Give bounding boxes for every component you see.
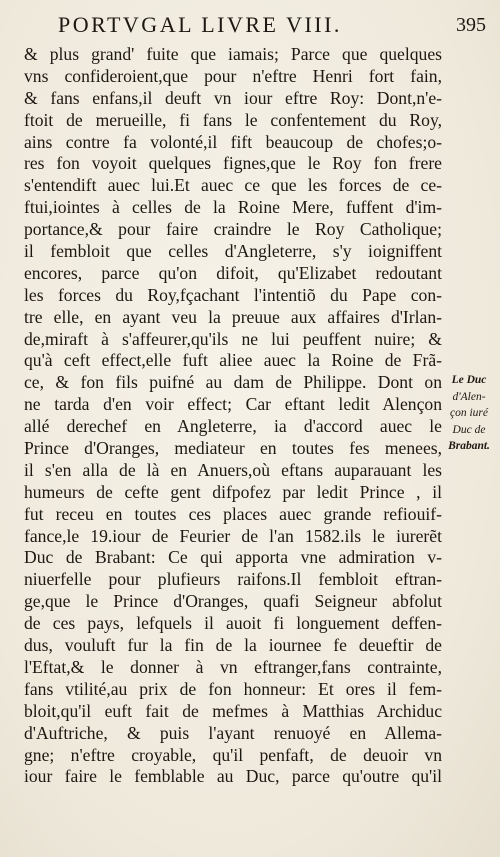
text-line: de,miraft à s'affeurer,qu'ils ne lui peuffent nuire; & xyxy=(24,328,442,349)
text-line: ge,que le Prince d'Oranges, quafi Seigneur abfolut xyxy=(24,591,442,612)
marginal-note-line: Duc de xyxy=(452,423,486,436)
text-line: qu'à ceft effect,elle fuft aliee auec la Roine de Frã- xyxy=(24,350,442,371)
text-line: Duc de Brabant: Ce qui apporta vne admiration v- xyxy=(24,547,442,568)
text-line: tre elle, en ayant veu la preuue aux affaires d'Irlan- xyxy=(24,306,442,327)
text-line: il s'en alla de là en Anuers,où eftans auparauant les xyxy=(24,459,442,480)
text-line: & fans enfans,il deuft vn iour eftre Roy: Dont,n'e- xyxy=(24,87,442,108)
page-number: 395 xyxy=(456,14,486,36)
text-line: les forces du Roy,fçachant l'intentiõ du Pape con- xyxy=(24,284,442,305)
text-line: & plus grand' fuite que iamais; Parce que quelques xyxy=(24,44,442,64)
text-line: d'Auftriche, & puis l'ayant renuoyé en Allema- xyxy=(24,722,442,743)
text-line: il fembloit que celles d'Angleterre, s'y ioigniffent xyxy=(24,241,442,262)
text-line: bloit,qu'il euft fait de mefmes à Matthias Archiduc xyxy=(24,700,442,721)
text-line: humeurs de cefte gent difpofez par ledit Prince , il xyxy=(24,481,442,502)
marginal-note-line: Le Duc xyxy=(451,374,487,386)
text-line: l'Eftat,& le donner à vn eftranger,fans contrainte, xyxy=(24,656,442,677)
text-line: niuerfelle pour plufieurs raifons.Il fembloit eftran- xyxy=(24,569,442,590)
text-line: ftoit de merueille, fi fans le confentement du Roy, xyxy=(24,109,442,130)
text-line: allé derechef en Angleterre, ia d'accord auec le xyxy=(24,416,442,437)
text-line: fans vtilité,au prix de fon honneur: Et ores il fem- xyxy=(24,678,442,699)
marginal-note-line: çon iuré xyxy=(449,407,488,419)
text-line: ce, & fon fils puifné au dam de Philippe. Dont on xyxy=(24,372,442,393)
text-line: dus, vouluft fur la fin de la iournee fe deueftir de xyxy=(24,635,442,656)
marginal-note xyxy=(438,372,500,455)
text-line: ne tarda d'en voir effect; Car eftant ledit Alençon xyxy=(24,394,442,415)
text-line: portance,& pour faire craindre le Roy Catholique; xyxy=(24,219,442,240)
text-line: iour faire le femblable au Duc, parce qu'outre qu'il xyxy=(24,766,442,787)
text-line: encores, parce qu'on difoit, qu'Elizabet redoutant xyxy=(24,262,442,283)
text-line: de ces pays, lefquels il auoit fi longuement deffen- xyxy=(24,613,442,634)
text-line: Prince d'Oranges, mediateur en toutes fes menees, xyxy=(24,438,442,459)
marginal-note-line: d'Alen- xyxy=(452,390,486,403)
page-header xyxy=(58,12,486,38)
body-text xyxy=(24,44,442,788)
text-line: vns confideroient,que pour n'eftre Henri fort fain, xyxy=(24,65,442,86)
text-line: gne; n'eftre croyable, qu'il penfaft, de deuoir vn xyxy=(24,744,442,765)
text-line: ftui,iointes à celles de la Roine Mere, fuffent d'im- xyxy=(24,197,442,218)
text-line: res fon voyoit quelques fignes,que le Roy fon frere xyxy=(24,153,442,174)
text-line: s'entendift auec lui.Et auec ce que les forces de ce- xyxy=(24,175,442,196)
text-line: ains contre fa volonté,il fift beaucoup de chofes;o- xyxy=(24,131,442,152)
marginal-note-line: Brabant. xyxy=(448,440,490,452)
text-line: fut receu en toutes ces places auec grande refiouif- xyxy=(24,503,442,524)
text-line: fance,le 19.iour de Feurier de l'an 1582.ils le iurerẽt xyxy=(24,525,442,546)
running-head: PORTVGAL LIVRE VIII. xyxy=(58,12,342,37)
